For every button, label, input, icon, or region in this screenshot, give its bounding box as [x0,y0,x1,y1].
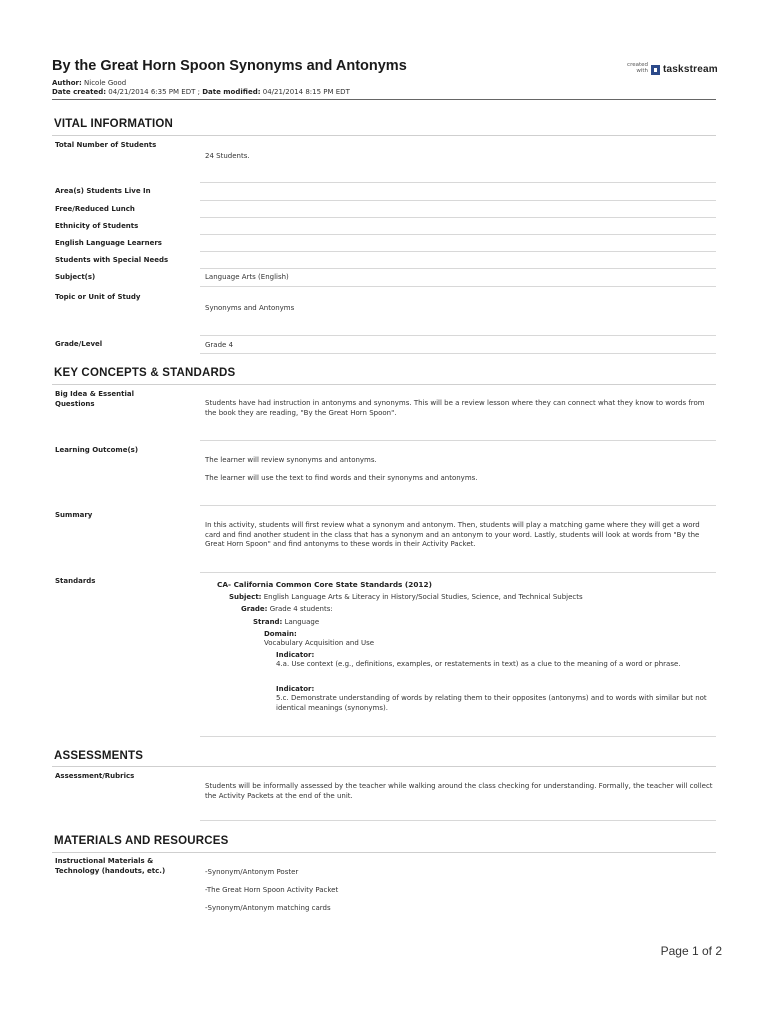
standards-grade: Grade: Grade 4 students: [241,605,333,613]
materials-label: Instructional Materials & Technology (handouts, etc.) [55,857,166,875]
date-modified-label: Date modified: [202,88,261,96]
standards-label: Standards [55,577,96,585]
row-divider [200,353,716,354]
materials-item: -Synonym/Antonym matching cards [205,904,331,912]
materials-item: -Synonym/Antonym Poster [205,868,299,876]
taskstream-logo[interactable] [622,62,718,78]
standards-set-title: CA- California Common Core State Standards (2012) [217,580,432,589]
row-divider [200,268,716,269]
row-divider [200,572,716,573]
field-label: Grade/Level [55,340,103,348]
date-created-label: Date created: [52,88,107,96]
section-heading-concepts: KEY CONCEPTS & STANDARDS [54,367,236,379]
field-label: Students with Special Needs [55,256,169,264]
header-divider [52,99,716,100]
field-label: Subject(s) [55,273,96,281]
dates-line [52,88,350,97]
section-divider [52,766,716,767]
row-divider [200,820,716,821]
row-divider [200,736,716,737]
standards-strand: Strand: Language [253,618,320,626]
row-divider [200,200,716,201]
standards-domain-label: Domain: [264,630,297,638]
indicator-value: 4.a. Use context (e.g., definitions, examples, or restatements in text) as a clue to the meaning of a word or phrase. [276,660,681,668]
learning-outcome-2: The learner will use the text to find words and their synonyms and antonyms. [205,474,478,482]
field-label: Ethnicity of Students [55,222,139,230]
row-divider [200,217,716,218]
big-idea-value: Students have had instruction in antonyms and synonyms. This will be a review lesson where they can connect what they know to words from the book they are reading, "By the Great Horn Spoon". [205,399,705,417]
row-divider [200,182,716,183]
learning-outcome-1: The learner will review synonyms and antonyms. [205,456,377,464]
section-divider [52,384,716,385]
taskstream-logo-icon [651,65,660,75]
indicator-label: Indicator: [276,651,315,659]
section-heading-materials: MATERIALS AND RESOURCES [54,835,229,847]
date-separator: ; [195,88,203,96]
logo-name: taskstream [663,64,718,75]
summary-label: Summary [55,511,93,519]
section-divider [52,852,716,853]
row-divider [200,286,716,287]
date-modified-value: 04/21/2014 8:15 PM EDT [262,88,350,96]
big-idea-label: Big Idea & Essential Questions [55,390,134,408]
assessment-label: Assessment/Rubrics [55,772,135,780]
row-divider [200,251,716,252]
field-label: English Language Learners [55,239,162,247]
field-value: Synonyms and Antonyms [205,304,295,312]
section-divider [52,135,716,136]
page-number: Page 1 of 2 [660,944,722,958]
section-heading-assessments: ASSESSMENTS [54,750,144,762]
row-divider [200,440,716,441]
document-title: By the Great Horn Spoon Synonyms and Antonyms [52,58,407,74]
row-divider [200,335,716,336]
row-divider [200,234,716,235]
field-value: Grade 4 [205,341,234,349]
summary-value: In this activity, students will first review what a synonym and antonym. Then, students will play a matching game where they will get a word card and find another student in the class that has a synonym and an antonym to your word. Lastly, students will look at words from "By the Great Horn Spoon" and find antonyms to these words in their Activity Packet. [205,521,700,548]
field-label: Area(s) Students Live In [55,187,151,195]
field-label: Free/Reduced Lunch [55,205,135,213]
field-label: Total Number of Students [55,141,157,149]
field-label: Topic or Unit of Study [55,293,141,301]
author-label: Author: [52,79,82,87]
section-heading-vital: VITAL INFORMATION [54,118,174,130]
standards-subject: Subject: English Language Arts & Literacy in History/Social Studies, Science, and Technical Subjects [229,593,583,601]
date-created-value: 04/21/2014 6:35 PM EDT [108,88,196,96]
logo-created-with: created with [627,62,648,74]
assessment-value: Students will be informally assessed by the teacher while walking around the class checking for understanding. Formally, the teacher will collect the Activity Packets at the end of the unit. [205,782,713,800]
field-value: 24 Students. [205,152,250,160]
author-value: Nicole Good [84,79,127,87]
standards-domain-value: Vocabulary Acquisition and Use [264,639,375,647]
learning-outcomes-label: Learning Outcome(s) [55,446,139,454]
row-divider [200,505,716,506]
field-value: Language Arts (English) [205,273,289,281]
indicator-label: Indicator: [276,685,315,693]
materials-item: -The Great Horn Spoon Activity Packet [205,886,339,894]
author-line [52,79,126,88]
indicator-value: 5.c. Demonstrate understanding of words by relating them to their opposites (antonyms) and to words with similar but not identical meanings (synonyms). [276,694,707,712]
